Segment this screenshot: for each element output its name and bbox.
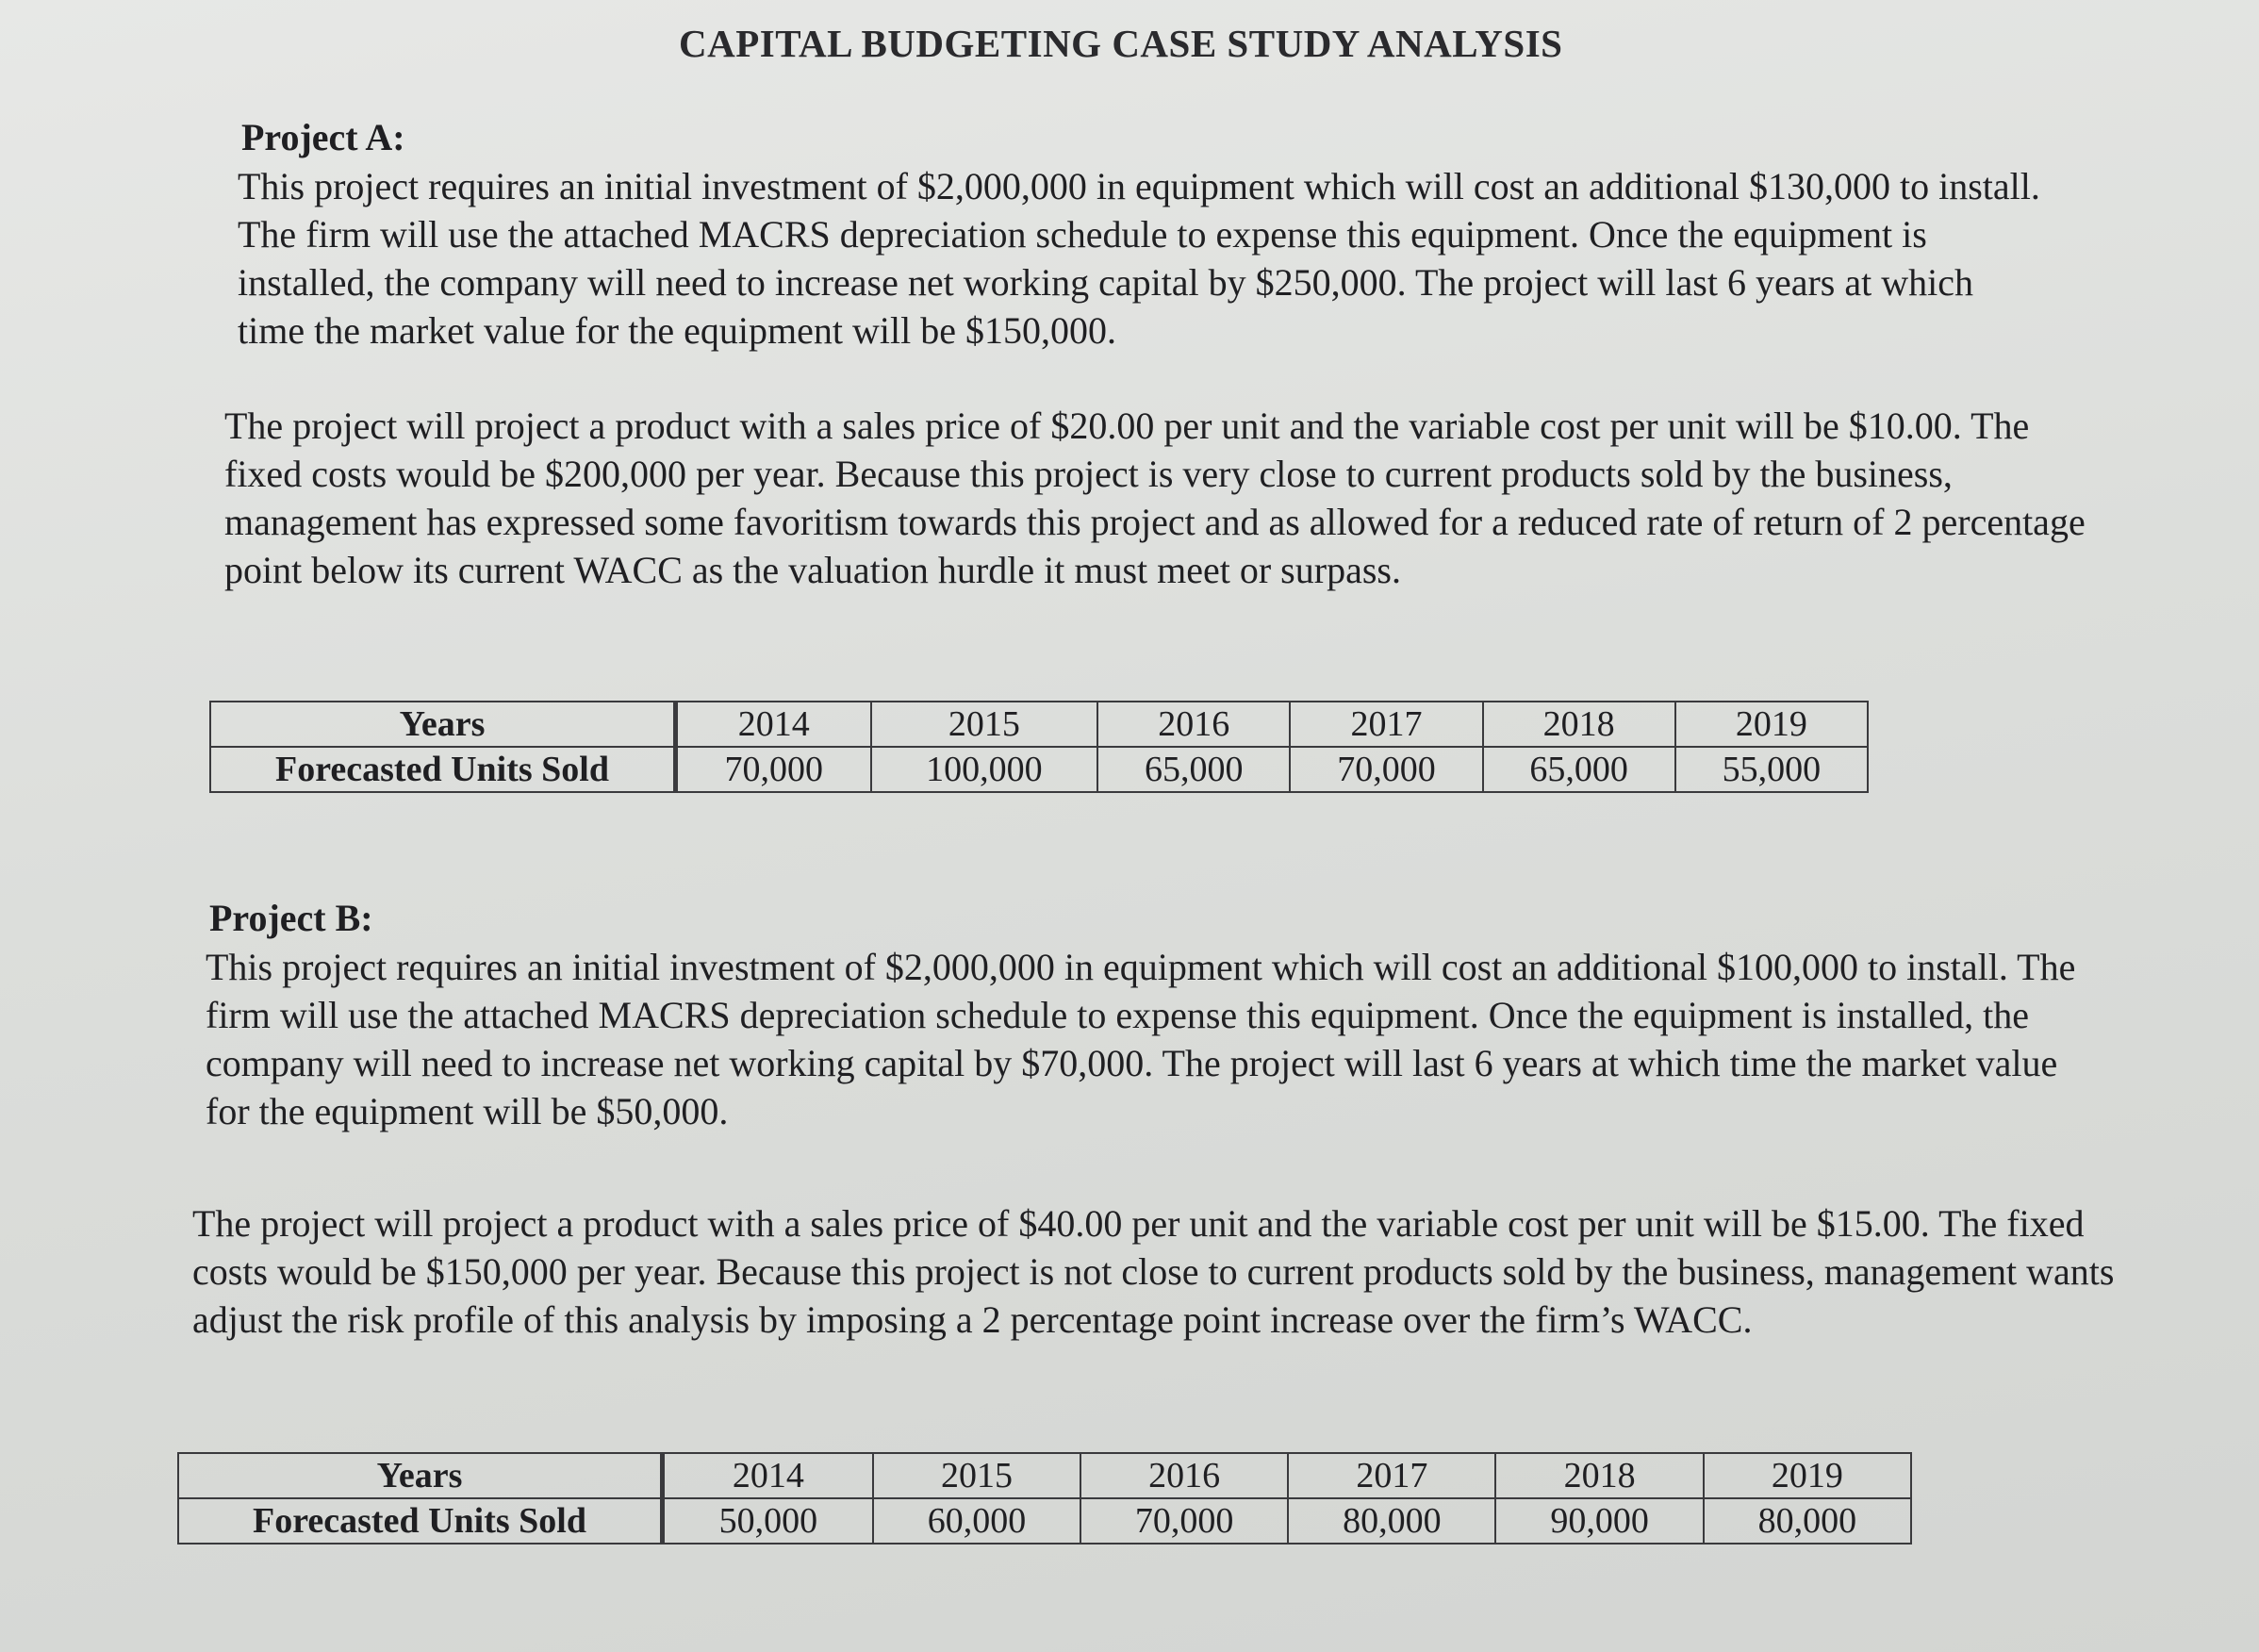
units-cell: 70,000: [1080, 1498, 1288, 1544]
year-cell: 2014: [663, 1453, 873, 1498]
project-b-heading: Project B:: [209, 897, 373, 939]
units-cell: 100,000: [871, 747, 1098, 792]
year-cell: 2019: [1704, 1453, 1911, 1498]
year-cell: 2016: [1097, 702, 1290, 747]
year-cell: 2017: [1288, 1453, 1495, 1498]
units-cell: 55,000: [1675, 747, 1868, 792]
units-cell: 80,000: [1288, 1498, 1495, 1544]
project-a-heading: Project A:: [241, 116, 405, 158]
year-cell: 2015: [871, 702, 1098, 747]
units-cell: 80,000: [1704, 1498, 1911, 1544]
years-row: [178, 1453, 1911, 1498]
year-cell: 2019: [1675, 702, 1868, 747]
project-b-units-table: [177, 1452, 1912, 1545]
document-title: CAPITAL BUDGETING CASE STUDY ANALYSIS: [679, 22, 1563, 65]
year-cell: 2014: [676, 702, 871, 747]
years-row: [210, 702, 1868, 747]
units-cell: 65,000: [1483, 747, 1675, 792]
year-cell: 2017: [1290, 702, 1482, 747]
units-row: [178, 1498, 1911, 1544]
year-cell: 2018: [1483, 702, 1675, 747]
project-b-paragraph-1: This project requires an initial investment of $2,000,000 in equipment which will cost an additional $100,000 to install. The firm will use the attached MACRS depreciation schedule to expense this equipment. Once the equipment is installed, the company will need to increase net working capital by $70,000. The project will last 6 years at which time the market value for the equipment will be $50,000.: [206, 946, 2076, 1132]
project-a-paragraph-2: The project will project a product with a sales price of $20.00 per unit and the variable cost per unit will be $10.00. The fixed costs would be $200,000 per year. Because this project is very close to current products sold by the business, management has expressed some favoritism towards this project and as allowed for a reduced rate of return of 2 percentage point below its current WACC as the valuation hurdle it must meet or surpass.: [224, 405, 2086, 591]
years-label: Years: [178, 1453, 663, 1498]
units-cell: 60,000: [873, 1498, 1080, 1544]
units-cell: 70,000: [676, 747, 871, 792]
units-label: Forecasted Units Sold: [210, 747, 676, 792]
years-label: Years: [210, 702, 676, 747]
units-cell: 50,000: [663, 1498, 873, 1544]
project-a-units-table: [209, 701, 1869, 793]
units-cell: 65,000: [1097, 747, 1290, 792]
year-cell: 2016: [1080, 1453, 1288, 1498]
units-cell: 90,000: [1495, 1498, 1703, 1544]
year-cell: 2015: [873, 1453, 1080, 1498]
units-row: [210, 747, 1868, 792]
project-a-paragraph-1: This project requires an initial investment of $2,000,000 in equipment which will cost an additional $130,000 to install. The firm will use the attached MACRS depreciation schedule to expense this equipment. Once the equipment is installed, the company will need to increase net working capital by $250,000. The project will last 6 years at which time the market value for the equipment will be $150,000.: [238, 165, 2040, 352]
units-label: Forecasted Units Sold: [178, 1498, 663, 1544]
project-b-paragraph-2: The project will project a product with a sales price of $40.00 per unit and the variable cost per unit will be $15.00. The fixed costs would be $150,000 per year. Because this project is not close to current products sold by the business, management wants adjust the risk profile of this analysis by imposing a 2 percentage point increase over the firm’s WACC.: [192, 1202, 2115, 1341]
units-cell: 70,000: [1290, 747, 1482, 792]
year-cell: 2018: [1495, 1453, 1703, 1498]
